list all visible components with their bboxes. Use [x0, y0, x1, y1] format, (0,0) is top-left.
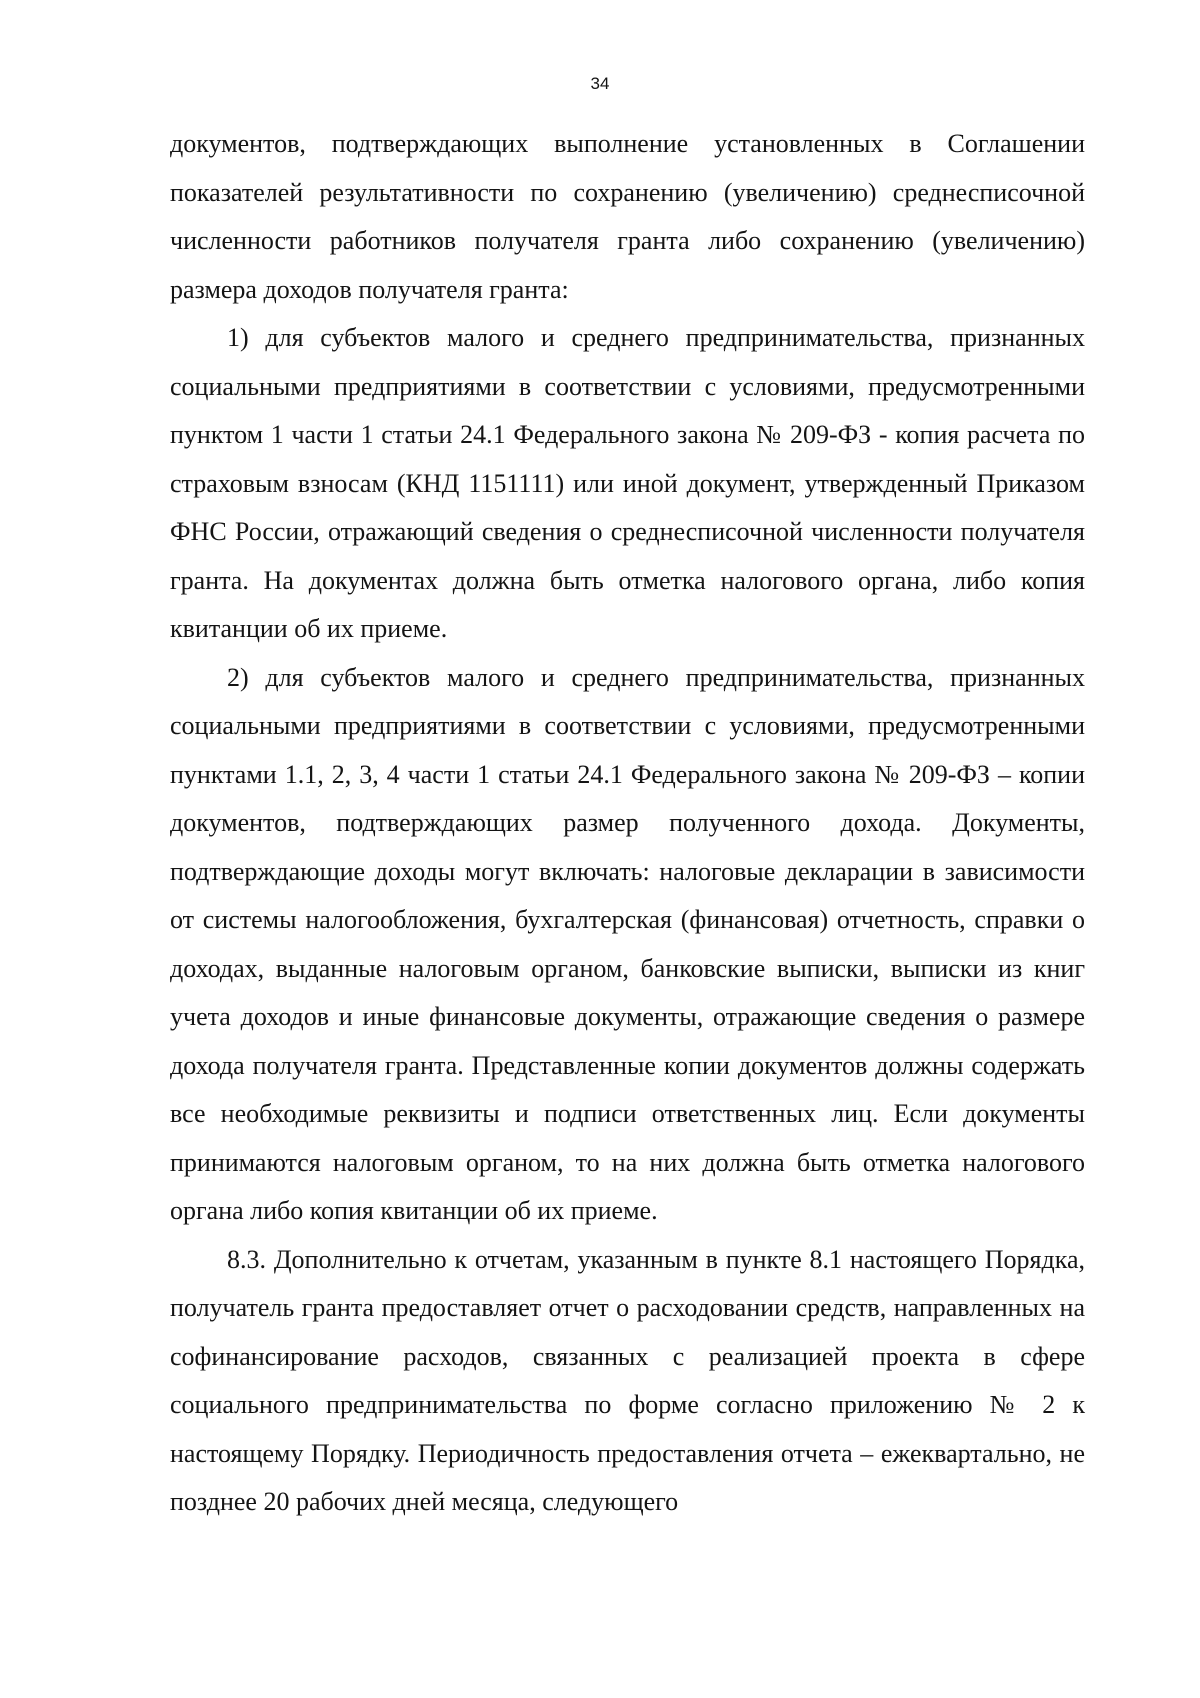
paragraph-item-2: 2) для субъектов малого и среднего предпринимательства, признанных социальными предприятиями в соответствии с условиями, предусмотренными пунктами 1.1, 2, 3, 4 части 1 статьи 24.1 Федерального закона № 209-ФЗ – копии документов, подтверждающих размер полученного дохода. Документы, подтверждающие доходы могут включать: налоговые декларации в зависимости от системы налогообложения, бухгалтерская (финансовая) отчетность, справки о доходах, выданные налоговым органом, банковские выписки, выписки из книг учета доходов и иные финансовые документы, отражающие сведения о размере дохода получателя гранта. Представленные копии документов должны содержать все необходимые реквизиты и подписи ответственных лиц. Если документы принимаются налоговым органом, то на них должна быть отметка налогового органа либо копия квитанции об их приеме. [170, 662, 1085, 1225]
paragraph-section-8-3: 8.3. Дополнительно к отчетам, указанным в пункте 8.1 настоящего Порядка, получатель гранта предоставляет отчет о расходовании средств, направленных на софинансирование расходов, связанных с реализацией проекта в сфере социального предпринимательства по форме согласно приложению № 2 к настоящему Порядку. Периодичность предоставления отчета – ежеквартально, не позднее 20 рабочих дней месяца, следующего [170, 1244, 1085, 1516]
page-number: 34 [590, 74, 610, 93]
paragraph-item-1: 1) для субъектов малого и среднего предпринимательства, признанных социальными предприятиями в соответствии с условиями, предусмотренными пунктом 1 части 1 статьи 24.1 Федерального закона № 209-ФЗ - копия расчета по страховым взносам (КНД 1151111) или иной документ, утвержденный Приказом ФНС России, отражающий сведения о среднесписочной численности получателя гранта. На документах должна быть отметка налогового органа, либо копия квитанции об их приеме. [170, 323, 1085, 643]
document-body [170, 120, 1085, 1527]
paragraph-continuation: документов, подтверждающих выполнение установленных в Соглашении показателей результативности по сохранению (увеличению) среднесписочной численности работников получателя гранта либо сохранению (увеличению) размера доходов получателя гранта: [170, 129, 1085, 304]
